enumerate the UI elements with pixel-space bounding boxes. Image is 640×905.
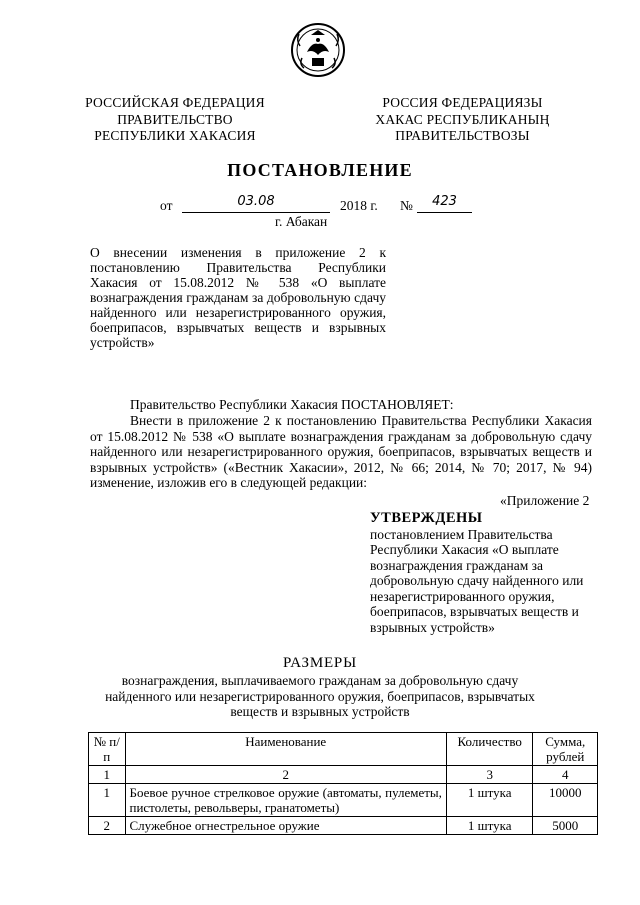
appendix-label: «Приложение 2 [500,493,590,508]
number-handwritten: 423 [432,194,457,209]
index-cell: 4 [533,766,598,784]
header-right-line: РОССИЯ ФЕДЕРАЦИЯЗЫ [382,95,543,110]
document-title: ПОСТАНОВЛЕНИЕ [227,160,413,180]
resolution-paragraph: Внести в приложение 2 к постановлению Правительства Республики Хакасия от 15.08.2012 № 538 «О выплате вознаграждения гражданам за добровольную сдачу найденного или незарегистрированного оружия, боеприпасов, взрывчатых веществ и взрывных устройств» («Вестник Хакасии», 2012, № 66; 2014, № 70; 2017, № 94) изменение, изложив его в следующей редакции: [90,413,592,490]
republic-emblem-icon [290,22,346,78]
approved-heading: УТВЕРЖДЕНЫ [370,510,483,526]
subject-text: О внесении изменения в приложение 2 к постановлению Правительства Республики Хакасия от 15.08.2012 № 538 «О выплате вознаграждения гражданам за добровольную сдачу найденного или незарегистрированного оружия, боеприпасов, взрывчатых веществ и взрывных устройств» [90,245,386,350]
header-cell-number: № п/п [89,733,126,766]
header-left-block [70,95,280,145]
date-handwritten: 03.08 [237,194,275,209]
date-year: 2018 г. [340,198,378,213]
index-cell: 2 [125,766,446,784]
date-field [182,193,330,213]
city-name: г. Абакан [275,214,328,229]
approved-block [370,511,595,635]
row-number: 1 [89,784,126,817]
header-cell-sum: Сумма, рублей [533,733,598,766]
row-sum: 5000 [533,817,598,835]
index-cell: 3 [446,766,533,784]
header-left-line: РОССИЙСКАЯ ФЕДЕРАЦИЯ [85,95,265,110]
table-row [89,784,598,817]
row-quantity: 1 штука [446,817,533,835]
rewards-table [88,732,598,835]
header-cell-quantity: Количество [446,733,533,766]
date-prefix: от [160,198,173,213]
number-sign: № [400,198,413,213]
row-number: 2 [89,817,126,835]
approved-text: постановлением Правительства Республики Хакасия «О выплате вознаграждения гражданам за добровольную сдачу найденного или незарегистрированного оружия, боеприпасов, взрывчатых веществ и взрывных устройств» [370,526,584,635]
header-left-line: ПРАВИТЕЛЬСТВО [117,111,233,127]
header-right-block [355,95,570,145]
row-name: Служебное огнестрельное оружие [125,817,446,835]
header-right-line: ПРАВИТЕЛЬСТВОЗЫ [395,128,530,143]
table-index-row [89,766,598,784]
row-name: Боевое ручное стрелковое оружие (автоматы, пулеметы, пистолеты, револьверы, гранатометы) [125,784,446,817]
sizes-subtitle: вознаграждения, выплачиваемого гражданам за добровольную сдачу найденного или незарегистрированного оружия, боеприпасов, взрывчатых веществ и взрывных устройств [105,673,535,719]
header-left-line: РЕСПУБЛИКИ ХАКАСИЯ [94,128,256,143]
header-right-line: ХАКАС РЕСПУБЛИКАНЫҢ [375,111,550,127]
table-header-row [89,733,598,766]
index-cell: 1 [89,766,126,784]
number-field [417,193,472,213]
row-quantity: 1 штука [446,784,533,817]
sizes-heading: РАЗМЕРЫ [283,655,357,671]
table-row [89,817,598,835]
header-cell-name: Наименование [125,733,446,766]
resolution-intro: Правительство Республики Хакасия ПОСТАНОВЛЯЕТ: [130,397,454,412]
row-sum: 10000 [533,784,598,817]
